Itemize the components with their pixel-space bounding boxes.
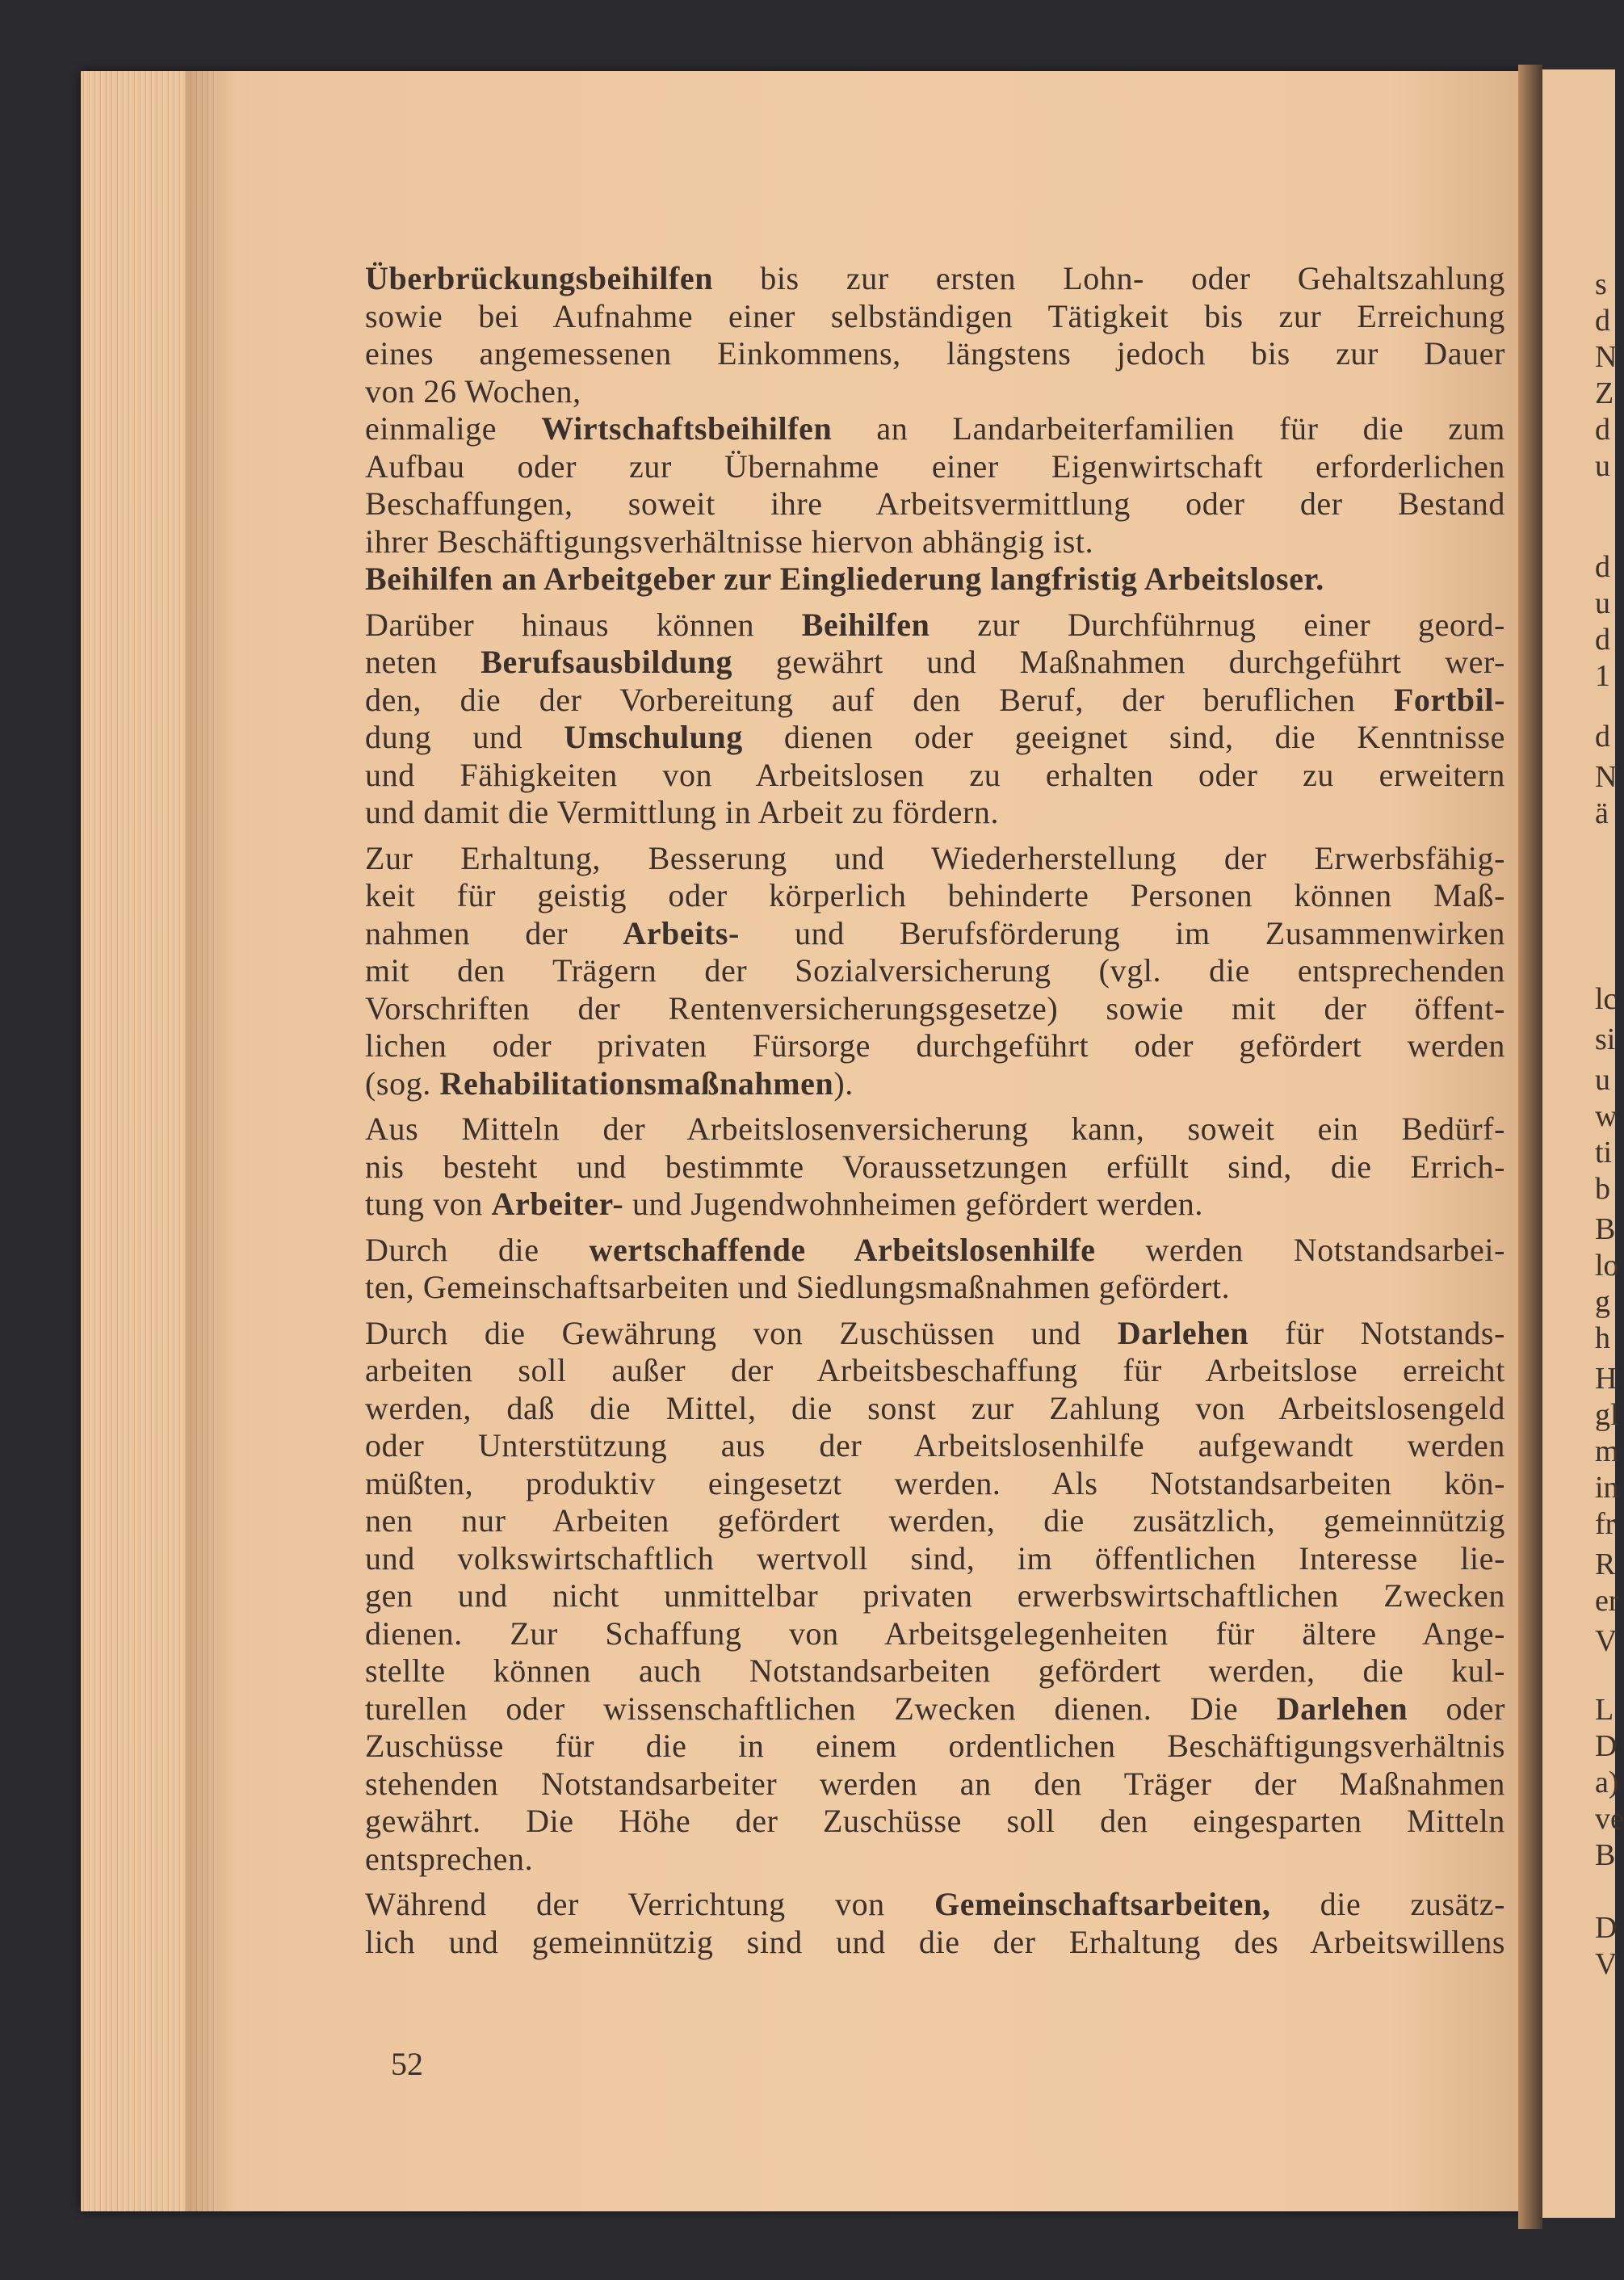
facing-page-fragment: N bbox=[1595, 340, 1618, 374]
facing-page-fragment: N bbox=[1595, 760, 1618, 794]
facing-page-fragment: d bbox=[1595, 550, 1610, 584]
paragraph bbox=[365, 1886, 1505, 1961]
page-shadow bbox=[186, 71, 234, 2211]
facing-page-fragment: Z bbox=[1595, 376, 1614, 410]
text-line: dung und Umschulung dienen oder geeignet sind, die Kenntnisse bbox=[365, 719, 1506, 755]
facing-page-fragment: d bbox=[1595, 623, 1610, 657]
facing-page-fragment: B bbox=[1595, 1212, 1616, 1246]
facing-page-fragment: d bbox=[1595, 413, 1610, 447]
text-line: den, die der Vorbereitung auf den Beruf, der beruflichen Fortbil- bbox=[365, 681, 1505, 718]
page-number: 52 bbox=[391, 2046, 423, 2082]
facing-page-fragment: B bbox=[1595, 1838, 1616, 1872]
paragraph bbox=[365, 260, 1505, 598]
facing-page-fragment: V bbox=[1595, 1947, 1618, 1981]
text-line: werden, daß die Mittel, die sonst zur Zahlung von Arbeitslosengeld bbox=[365, 1389, 1505, 1426]
paragraph bbox=[365, 1232, 1505, 1307]
text-line: turellen oder wissenschaftlichen Zwecken dienen. Die Darlehen oder bbox=[365, 1690, 1505, 1727]
text-line: neten Berufsausbildung gewährt und Maßnahmen durchgeführt wer- bbox=[365, 644, 1505, 680]
text-line: stehenden Notstandsarbeiter werden an den Träger der Maßnahmen bbox=[365, 1765, 1505, 1802]
text-line: nahmen der Arbeits- und Berufsförderung im Zusammenwirken bbox=[365, 914, 1505, 951]
text-line: eines angemessenen Einkommens, längstens jedoch bis zur Dauer bbox=[365, 335, 1505, 372]
text-line: sowie bei Aufnahme einer selbständigen Tätigkeit bis zur Erreichung bbox=[365, 297, 1505, 334]
facing-page-fragment: H bbox=[1595, 1362, 1618, 1396]
facing-page-fragment: ti bbox=[1595, 1136, 1613, 1169]
text-line: und damit die Vermittlung in Arbeit zu fördern. bbox=[365, 794, 1000, 830]
text-line: Durch die Gewährung von Zuschüssen und Darlehen für Notstands- bbox=[365, 1314, 1505, 1351]
facing-page-fragment: lc bbox=[1595, 982, 1618, 1016]
facing-page-fragment: ve bbox=[1595, 1802, 1624, 1836]
text-line: lichen oder privaten Fürsorge durchgeführt oder gefördert werden bbox=[365, 1027, 1505, 1064]
paragraph bbox=[365, 607, 1505, 832]
text-line: stellte können auch Notstandsarbeiten gefördert werden, die kul- bbox=[365, 1652, 1505, 1689]
facing-page-fragment: D bbox=[1595, 1911, 1618, 1945]
text-line: gen und nicht unmittelbar privaten erwerbswirtschaftlichen Zwecken bbox=[365, 1577, 1505, 1614]
facing-page-fragment: V bbox=[1595, 1624, 1618, 1658]
body-text bbox=[365, 260, 1505, 1969]
facing-page-fragment: d bbox=[1595, 720, 1610, 754]
text-line: mit den Trägern der Sozialversicherung (vgl. die entsprechenden bbox=[365, 952, 1505, 989]
text-line: tung von Arbeiter- und Jugendwohnheimen gefördert werden. bbox=[365, 1186, 1203, 1222]
facing-page-fragment: 1 bbox=[1595, 659, 1610, 693]
text-line: Zur Erhaltung, Besserung und Wiederherstellung der Erwerbsfähig- bbox=[365, 839, 1505, 876]
text-line: Während der Verrichtung von Gemeinschaftsarbeiten, die zusätz- bbox=[365, 1886, 1505, 1922]
facing-page-fragment: lo bbox=[1595, 1249, 1619, 1283]
facing-page-fragment: a) bbox=[1595, 1766, 1619, 1799]
facing-page-fragment: u bbox=[1595, 586, 1610, 620]
facing-page-fragment: s bbox=[1595, 267, 1607, 301]
facing-page-fragment: R bbox=[1595, 1547, 1616, 1581]
text-line: und volkswirtschaftlich wertvoll sind, im öffentlichen Interesse lie- bbox=[365, 1539, 1505, 1577]
text-line: keit für geistig oder körperlich behinderte Personen können Maß- bbox=[365, 877, 1505, 913]
facing-page-fragment: gl bbox=[1595, 1398, 1619, 1432]
text-line: Überbrückungsbeihilfen bis zur ersten Lohn- oder Gehaltszahlung bbox=[365, 260, 1505, 296]
text-line: Darüber hinaus können Beihilfen zur Durchführnug einer geord- bbox=[365, 606, 1505, 643]
facing-page-fragment: fr bbox=[1595, 1507, 1616, 1541]
text-line: ihrer Beschäftigungsverhältnisse hiervon abhängig ist. bbox=[365, 523, 1094, 560]
facing-page-fragment: ä bbox=[1595, 796, 1609, 830]
text-line: dienen. Zur Schaffung von Arbeitsgelegenheiten für ältere Ange- bbox=[365, 1614, 1505, 1652]
facing-page-fragment: g bbox=[1595, 1285, 1610, 1319]
text-line: Vorschriften der Rentenversicherungsgesetze) sowie mit der öffent- bbox=[365, 989, 1505, 1027]
text-line: ten, Gemeinschaftsarbeiten und Siedlungsmaßnahmen gefördert. bbox=[365, 1269, 1231, 1305]
text-line: von 26 Wochen, bbox=[365, 372, 581, 409]
text-line: lich und gemeinnützig sind und die der Erhaltung des Arbeitswillens bbox=[365, 1923, 1505, 1960]
facing-page-fragment: u bbox=[1595, 1063, 1610, 1097]
facing-page-fragment: w bbox=[1595, 1099, 1618, 1133]
facing-page-fragment: si bbox=[1595, 1022, 1616, 1056]
paragraph bbox=[365, 840, 1505, 1103]
text-line: Aus Mitteln der Arbeitslosenversicherung kann, soweit ein Bedürf- bbox=[365, 1111, 1505, 1147]
facing-page-fragment: in bbox=[1595, 1471, 1619, 1505]
facing-page-fragment: m bbox=[1595, 1434, 1619, 1468]
text-line: Aufbau oder zur Übernahme einer Eigenwirtschaft erforderlichen bbox=[365, 447, 1505, 485]
facing-page-fragment: D bbox=[1595, 1729, 1618, 1763]
text-line: nis besteht und bestimmte Voraussetzungen erfüllt sind, die Errich- bbox=[365, 1148, 1505, 1185]
text-line: Zuschüsse für die in einem ordentlichen Beschäftigungsverhältnis bbox=[365, 1728, 1505, 1764]
text-line: oder Unterstützung aus der Arbeitslosenhilfe aufgewandt werden bbox=[365, 1427, 1505, 1463]
text-line: nen nur Arbeiten gefördert werden, die zusätzlich, gemeinnützig bbox=[365, 1502, 1505, 1539]
paragraph bbox=[365, 1111, 1505, 1224]
paragraph bbox=[365, 1315, 1505, 1879]
text-line: arbeiten soll außer der Arbeitsbeschaffung für Arbeitslose erreicht bbox=[365, 1352, 1505, 1388]
text-line: (sog. Rehabilitationsmaßnahmen). bbox=[365, 1064, 854, 1102]
text-line: und Fähigkeiten von Arbeitslosen zu erhalten oder zu erweitern bbox=[365, 756, 1505, 793]
facing-page-fragment: d bbox=[1595, 304, 1610, 338]
facing-page-fragment: er bbox=[1595, 1584, 1619, 1618]
text-line: einmalige Wirtschaftsbeihilfen an Landarbeiterfamilien für die zum bbox=[365, 410, 1506, 447]
text-line: entsprechen. bbox=[365, 1840, 534, 1877]
facing-page-fragment: h bbox=[1595, 1321, 1610, 1355]
text-line: gewährt. Die Höhe der Zuschüsse soll den eingesparten Mitteln bbox=[365, 1803, 1505, 1839]
facing-page-fragment: L bbox=[1595, 1693, 1614, 1727]
facing-page-fragment: u bbox=[1595, 449, 1610, 483]
text-line: Beschaffungen, soweit ihre Arbeitsvermittlung oder der Bestand bbox=[365, 485, 1505, 522]
book-gutter bbox=[1518, 65, 1542, 2229]
facing-page-fragment: b bbox=[1595, 1172, 1610, 1206]
text-line: Beihilfen an Arbeitgeber zur Eingliederung langfristig Arbeitsloser. bbox=[365, 561, 1324, 597]
text-line: Durch die wertschaffende Arbeitslosenhilfe werden Notstandsarbei- bbox=[365, 1231, 1505, 1268]
text-line: müßten, produktiv eingesetzt werden. Als Notstandsarbeiten kön- bbox=[365, 1464, 1505, 1501]
